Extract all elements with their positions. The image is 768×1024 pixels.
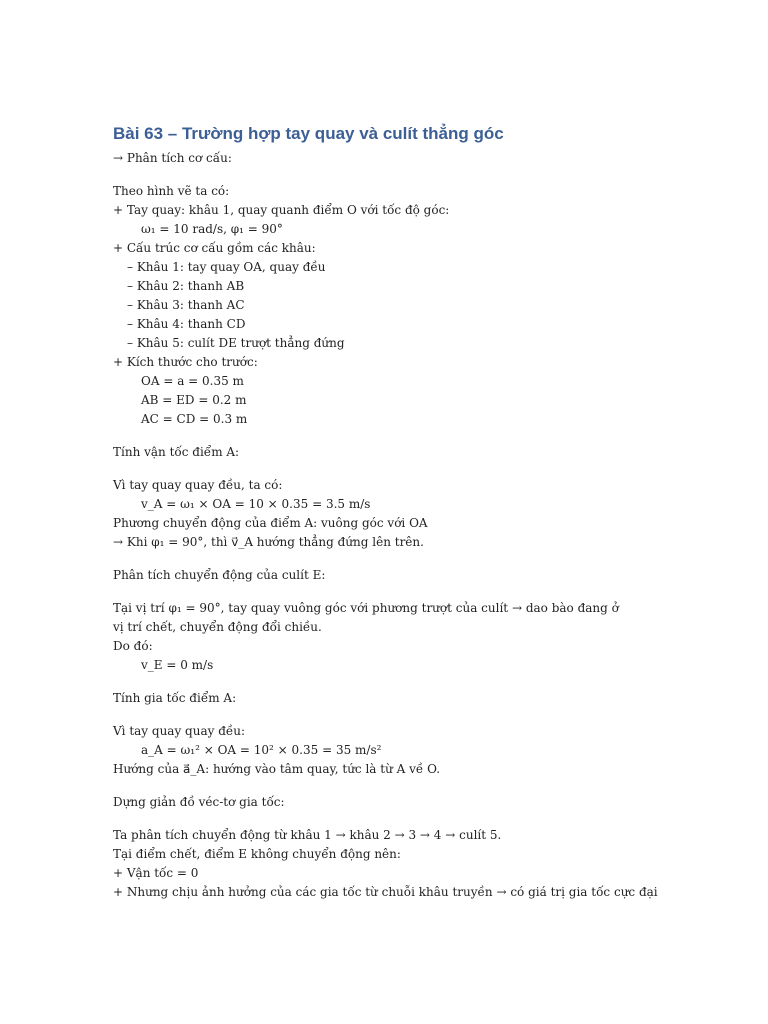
- text-line: Vì tay quay quay đều:: [113, 724, 246, 738]
- section-heading: Phân tích chuyển động của culít E:: [113, 568, 326, 582]
- formula-line: a_A = ω₁² × OA = 10² × 0.35 = 35 m/s²: [141, 743, 382, 757]
- formula-line: OA = a = 0.35 m: [141, 374, 244, 388]
- paragraph: Tại vị trí φ₁ = 90°, tay quay vuông góc với phương trượt của culít → dao bào đang ở vị trí chết, chuyển động đổi chiều.: [113, 601, 619, 634]
- list-item: – Khâu 4: thanh CD: [127, 317, 246, 331]
- document-body: [113, 149, 658, 902]
- list-item: – Khâu 2: thanh AB: [127, 279, 245, 293]
- text-line: Do đó:: [113, 639, 153, 653]
- text-line: Vì tay quay quay đều, ta có:: [113, 478, 283, 492]
- formula-line: v_A = ω₁ × OA = 10 × 0.35 = 3.5 m/s: [141, 497, 371, 511]
- text-line: + Cấu trúc cơ cấu gồm các khâu:: [113, 241, 316, 255]
- document-title: Bài 63 – Trường hợp tay quay và culít thẳng góc: [113, 124, 504, 143]
- list-item: – Khâu 5: culít DE trượt thẳng đứng: [127, 336, 345, 350]
- text-line: + Tay quay: khâu 1, quay quanh điểm O với tốc độ góc:: [113, 203, 450, 217]
- text-line: Tại điểm chết, điểm E không chuyển động nên:: [113, 847, 401, 861]
- text-line: Ta phân tích chuyển động từ khâu 1 → khâu 2 → 3 → 4 → culít 5.: [113, 828, 502, 842]
- list-item: – Khâu 3: thanh AC: [127, 298, 245, 312]
- list-item: – Khâu 1: tay quay OA, quay đều: [127, 260, 326, 274]
- section-heading: Tính vận tốc điểm A:: [113, 445, 240, 459]
- text-line: → Khi φ₁ = 90°, thì v⃗_A hướng thẳng đứng lên trên.: [113, 535, 424, 549]
- formula-line: ω₁ = 10 rad/s, φ₁ = 90°: [141, 222, 283, 236]
- text-line: Theo hình vẽ ta có:: [113, 184, 230, 198]
- formula-line: AC = CD = 0.3 m: [141, 412, 248, 426]
- text-line: Phương chuyển động của điểm A: vuông góc với OA: [113, 516, 428, 530]
- section-intro: → Phân tích cơ cấu:: [113, 151, 232, 165]
- text-line: Hướng của a⃗_A: hướng vào tâm quay, tức là từ A về O.: [113, 762, 441, 776]
- section-heading: Tính gia tốc điểm A:: [113, 691, 237, 705]
- text-line: + Kích thước cho trước:: [113, 355, 258, 369]
- text-line: + Nhưng chịu ảnh hưởng của các gia tốc từ chuỗi khâu truyền → có giá trị gia tốc cực đại: [113, 885, 658, 899]
- formula-line: AB = ED = 0.2 m: [141, 393, 247, 407]
- section-heading: Dựng giản đồ véc-tơ gia tốc:: [113, 795, 285, 809]
- text-line: + Vận tốc = 0: [113, 866, 199, 880]
- formula-line: v_E = 0 m/s: [141, 658, 214, 672]
